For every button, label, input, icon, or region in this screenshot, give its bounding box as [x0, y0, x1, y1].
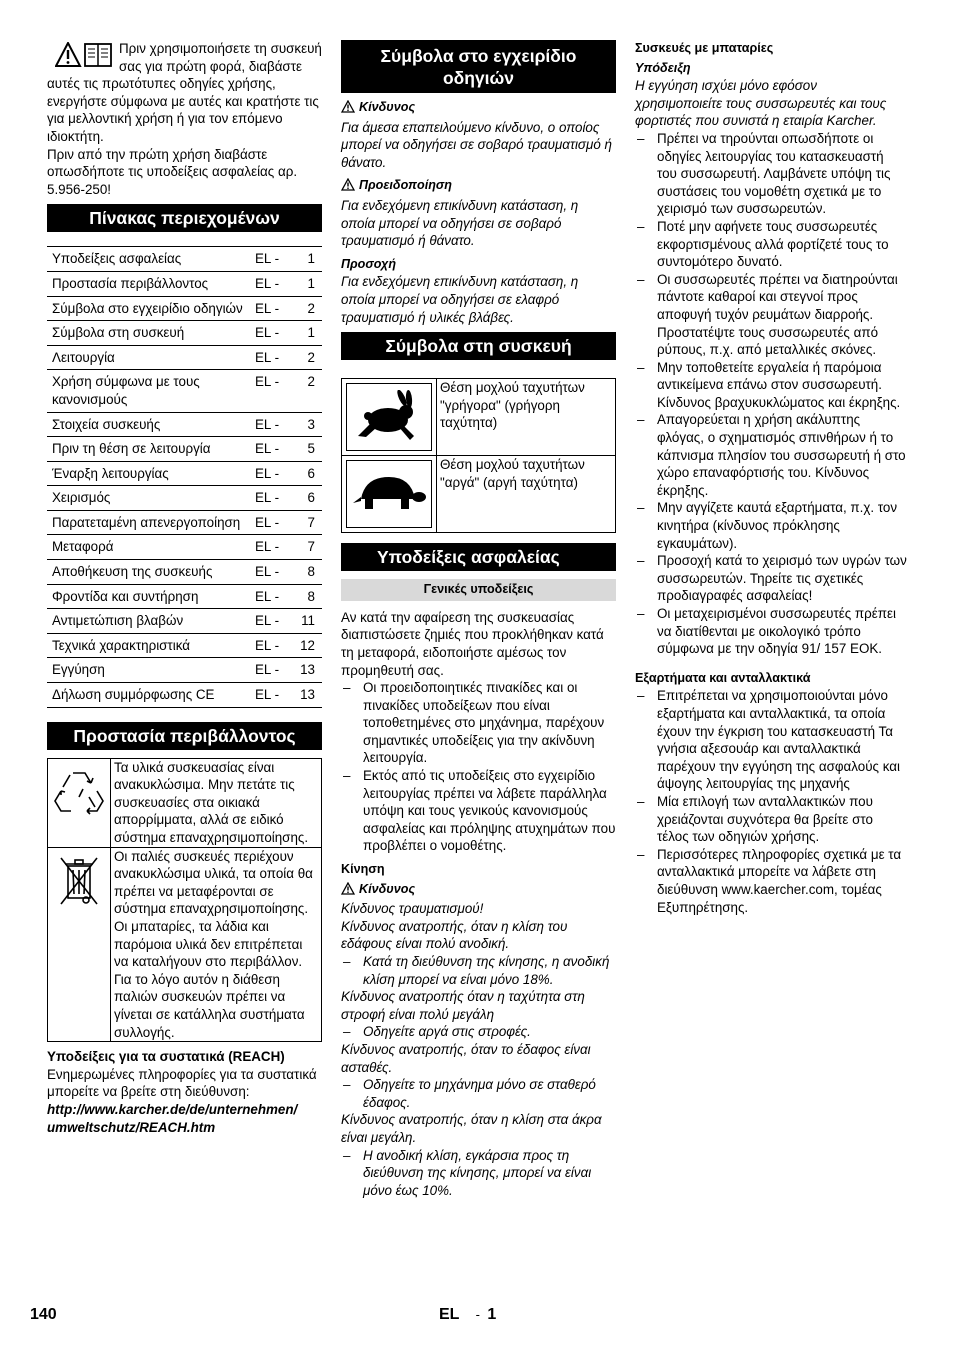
list-item: – Οι συσσωρευτές πρέπει να διατηρούνται πάντοτε καθαροί και στεγνοί προς αποφυγή τυχόν ρευμάτων διαρροής. Προστατέψτε τους συσσωρευτές από ρύπους, π.χ. από μεταλλικές σκόνες.	[635, 271, 907, 359]
intro-text-2: Πριν από την πρώτη χρήση διαβάστε οπωσδήποτε τις υποδείξεις ασφαλείας αρ. 5.956-250!	[47, 146, 298, 197]
motion-items	[341, 918, 616, 1200]
toc-title: Αντιμετώπιση βλαβών	[47, 609, 255, 634]
motion-danger-label: Κίνδυνος	[359, 881, 416, 896]
toc-row[interactable]	[47, 370, 322, 412]
device-symbol-row	[342, 456, 616, 533]
env-text: Τα υλικά συσκευασίας είναι ανακυκλώσιμα. Μην πετάτε τις συσκευασίες στα οικιακά απορρίμματα, αλλά σε ειδικό σύστημα επαναχρησιμοποίησης.	[111, 758, 322, 847]
list-item: – Οι προειδοποιητικές πινακίδες και οι πινακίδες υποδείξεων που είναι τοποθετημένες στο μηχάνημα, παρέχουν σημαντικές υποδείξεις για την ακίνδυνη λειτουργία.	[341, 679, 616, 767]
list-item: – Περισσότερες πληροφορίες σχετικά με τα ανταλλακτικά μπορείτε να λάβετε στη διεύθυνση www.kaercher.com, τομέας Εξυπηρέτησης.	[635, 846, 907, 916]
rabbit-icon	[346, 383, 432, 451]
toc-page: 8	[295, 560, 322, 585]
toc-lang: EL -	[255, 437, 295, 462]
toc-table	[47, 246, 322, 707]
toc-title: Έναρξη λειτουργίας	[47, 461, 255, 486]
warning-text: Για ενδεχόμενη επικίνδυνη κατάσταση, η οποία μπορεί να οδηγήσει σε σοβαρό τραυματισμό ή θάνατο.	[341, 197, 579, 249]
toc-row[interactable]	[47, 345, 322, 370]
footer-lang	[439, 1306, 496, 1324]
toc-lang: EL -	[255, 271, 295, 296]
toc-lang: EL -	[255, 296, 295, 321]
toc-page: 7	[295, 510, 322, 535]
toc-row[interactable]	[47, 535, 322, 560]
caution-label: Προσοχή	[341, 256, 397, 271]
general-heading: Γενικές υποδείξεις	[341, 579, 616, 601]
toc-page: 13	[295, 658, 322, 683]
toc-title: Σύμβολα στο εγχειρίδιο οδηγιών	[47, 296, 255, 321]
toc-row[interactable]	[47, 683, 322, 708]
toc-title: Χειρισμός	[47, 486, 255, 511]
reach-url-1[interactable]: http://www.karcher.de/de/unternehmen/	[47, 1101, 298, 1117]
list-item: – Επιτρέπεται να χρησιμοποιούνται μόνο εξαρτήματα και ανταλλακτικά, τα οποία έχουν την έγκριση του κατασκευαστή Τα γνήσια αξεσουάρ και ανταλλακτικά παρέχουν την εγγύηση της ασφαλούς και άψογης λειτουργίας της μηχανής	[635, 687, 907, 793]
toc-lang: EL -	[255, 658, 295, 683]
toc-row[interactable]	[47, 321, 322, 346]
motion-text: Κίνδυνος ανατροπής όταν η ταχύτητα στη στροφή είναι πολύ μεγάλη	[341, 989, 585, 1022]
footer-lang-code: EL	[439, 1306, 460, 1323]
toc-page: 1	[295, 271, 322, 296]
toc-lang: EL -	[255, 510, 295, 535]
toc-page: 6	[295, 461, 322, 486]
toc-title: Υποδείξεις ασφαλείας	[47, 247, 255, 272]
toc-row[interactable]	[47, 584, 322, 609]
env-row	[48, 847, 322, 1042]
note-text: Η εγγύηση ισχύει μόνο εφόσον χρησιμοποιείτε τους συσσωρευτές και τους φορτιστές που συνιστά η εταιρία Karcher.	[635, 78, 887, 129]
toc-page: 13	[295, 683, 322, 708]
note-label: Υπόδειξη	[635, 60, 691, 75]
toc-row[interactable]	[47, 510, 322, 535]
toc-title: Αποθήκευση της συσκευής	[47, 560, 255, 585]
toc-page: 8	[295, 584, 322, 609]
motion-text: Κίνδυνος ανατροπής, όταν η κλίση του εδάφους είναι πολύ ανοδική.	[341, 918, 568, 952]
motion-injury: Κίνδυνος τραυματισμού!	[341, 901, 484, 917]
env-heading: Προστασία περιβάλλοντος	[47, 722, 322, 750]
env-text: Οι παλιές συσκευές περιέχουν ανακυκλώσιμα υλικά, τα οποία θα πρέπει να μεταφέρονται σε σύστημα επαναχρησιμοποίησης. Οι μπαταρίες, τα λάδια και παρόμοια υλικά δεν επιτρέπεται να καταλήγουν στο περιβάλλον. Για το λόγο αυτόν η διάθεση παλιών συσκευών πρέπει να γίνεται σε κατάλληλα συστήματα συλλογής.	[111, 847, 322, 1042]
toc-title: Χρήση σύμφωνα με τους κανονισμούς	[47, 370, 255, 412]
toc-lang: EL -	[255, 345, 295, 370]
list-item: – Απαγορεύεται η χρήση ακάλυπτης φλόγας, ο σχηματισμός σπινθήρων ή το κάπνισμα πλησίον του συσσωρευτή ή στο χώρο επαναφόρτισής του. Κίνδυνος έκρηξης.	[635, 411, 907, 499]
toc-page: 12	[295, 633, 322, 658]
toc-lang: EL -	[255, 370, 295, 412]
danger-label: Κίνδυνος	[359, 100, 416, 114]
toc-title: Φροντίδα και συντήρηση	[47, 584, 255, 609]
column-3	[635, 40, 907, 916]
toc-title: Παρατεταμένη απενεργοποίηση	[47, 510, 255, 535]
toc-page: 11	[295, 609, 322, 634]
list-item: – Πρέπει να τηρούνται οπωσδήποτε οι οδηγίες λειτουργίας του κατασκευαστή του συσσωρευτή. Λαμβάνετε υπόψη τις συστάσεις του νομοθέτη σχετικά με το χειρισμό των συσσωρευτών.	[635, 130, 907, 218]
device-symbol-text: Θέση μοχλού ταχυτήτων "γρήγορα" (γρήγορη ταχύτητα)	[437, 379, 616, 456]
toc-lang: EL -	[255, 486, 295, 511]
toc-page: 6	[295, 486, 322, 511]
toc-row[interactable]	[47, 412, 322, 437]
toc-lang: EL -	[255, 584, 295, 609]
toc-page: 3	[295, 412, 322, 437]
parts-list	[635, 687, 907, 916]
general-text: Αν κατά την αφαίρεση της συσκευασίας διαπιστώσετε ζημιές που προκλήθηκαν κατά τη μεταφορά, ειδοποιήστε αμέσως τον προμηθευτή σας.	[341, 609, 604, 678]
toc-row[interactable]	[47, 247, 322, 272]
toc-title: Πριν τη θέση σε λειτουργία	[47, 437, 255, 462]
toc-title: Μεταφορά	[47, 535, 255, 560]
toc-page: 5	[295, 437, 322, 462]
motion-text: Κίνδυνος ανατροπής, όταν η κλίση στα άκρα είναι μεγάλη.	[341, 1112, 602, 1145]
column-2	[341, 40, 616, 1199]
column-1	[47, 40, 322, 1136]
reach-text: Ενημερωμένες πληροφορίες για τα συστατικά μπορείτε να βρείτε στη διεύθυνση:	[47, 1066, 317, 1100]
danger-text: Για άμεσα επαπειλούμενο κίνδυνο, ο οποίος μπορεί να οδηγήσει σε σοβαρό τραυματισμό ή θάνατο.	[341, 119, 612, 170]
motion-danger-heading	[341, 881, 616, 901]
toc-lang: EL -	[255, 633, 295, 658]
device-symbol-row	[342, 379, 616, 456]
warning-triangle-icon	[341, 882, 355, 901]
battery-heading: Συσκευές με μπαταρίες	[635, 41, 774, 55]
toc-lang: EL -	[255, 412, 295, 437]
list-item: – Προσοχή κατά το χειρισμό των υγρών των συσσωρευτών. Τηρείτε τις σχετικές προδιαγραφές ασφαλείας!	[635, 552, 907, 605]
warning-manual-icon	[55, 42, 113, 73]
toc-lang: EL -	[255, 683, 295, 708]
toc-page: 1	[295, 247, 322, 272]
env-table	[47, 758, 322, 1043]
device-symbols-table	[341, 378, 616, 533]
toc-title: Εγγύηση	[47, 658, 255, 683]
list-item: – Εκτός από τις υποδείξεις στο εγχειρίδιο λειτουργίας πρέπει να λάβετε παράλληλα υπόψη και τους γενικούς κανονισμούς ασφαλείας και πρόληψης ατυχημάτων που προβλέπει ο νομοθέτης.	[341, 767, 616, 855]
toc-title: Δήλωση συμμόρφωσης CE	[47, 683, 255, 708]
toc-row[interactable]	[47, 658, 322, 683]
symbols-manual-heading: Σύμβολα στο εγχειρίδιο οδηγιών	[341, 40, 616, 93]
motion-heading: Κίνηση	[341, 862, 385, 877]
list-item: – Ποτέ μην αφήνετε τους συσσωρευτές εκφορτισμένους αλλά φορτίζετέ τους το συντομότερο δυνατό.	[635, 218, 907, 271]
symbols-device-heading: Σύμβολα στη συσκευή	[341, 332, 616, 360]
page-number: 140	[30, 1306, 57, 1323]
env-row	[48, 758, 322, 847]
toc-title: Στοιχεία συσκευής	[47, 412, 255, 437]
toc-row[interactable]	[47, 271, 322, 296]
intro-text: Πριν χρησιμοποιήσετε τη συσκευή σας για πρώτη φορά, διαβάστε αυτές τις πρωτότυπες οδηγίες χρήσης, ενεργήστε σύμφωνα με αυτές και κρατήστε τις για μελλοντική χρήση ή για τον επόμενο ιδιοκτήτη.	[47, 41, 322, 144]
general-list	[341, 679, 616, 855]
toc-lang: EL -	[255, 321, 295, 346]
list-item: – Οδηγείτε το μηχάνημα μόνο σε σταθερό έδαφος.	[341, 1076, 616, 1111]
toc-page: 2	[295, 296, 322, 321]
motion-text: Κίνδυνος ανατροπής, όταν το έδαφος είναι ασταθές.	[341, 1041, 591, 1075]
toc-title: Προστασία περιβάλλοντος	[47, 271, 255, 296]
safety-heading: Υποδείξεις ασφαλείας	[341, 543, 616, 571]
toc-row[interactable]	[47, 609, 322, 634]
toc-lang: EL -	[255, 535, 295, 560]
turtle-icon	[346, 460, 432, 528]
toc-lang: EL -	[255, 461, 295, 486]
toc-title: Τεχνικά χαρακτηριστικά	[47, 633, 255, 658]
toc-lang: EL -	[255, 247, 295, 272]
toc-page: 7	[295, 535, 322, 560]
warning-heading	[341, 177, 616, 197]
toc-row[interactable]	[47, 296, 322, 321]
warning-triangle-icon	[341, 100, 355, 119]
toc-lang: EL -	[255, 609, 295, 634]
toc-row[interactable]	[47, 486, 322, 511]
toc-heading: Πίνακας περιεχομένων	[47, 204, 322, 232]
toc-row[interactable]	[47, 633, 322, 658]
list-item: – Η ανοδική κλίση, εγκάρσια προς τη διεύθυνση της κίνησης, μπορεί να είναι μόνο έως 10%.	[341, 1147, 616, 1200]
toc-title: Σύμβολα στη συσκευή	[47, 321, 255, 346]
list-item: – Κατά τη διεύθυνση της κίνησης, η ανοδική κλίση μπορεί να είναι μόνο 18%.	[341, 953, 616, 988]
toc-page: 2	[295, 370, 322, 412]
reach-title: Υποδείξεις για τα συστατικά (REACH)	[47, 1049, 285, 1065]
list-item: – Οδηγείτε αργά στις στροφές.	[341, 1023, 616, 1041]
crossed-bin-icon	[59, 898, 99, 913]
list-item: – Μία επιλογή των ανταλλακτικών που χρειάζονται συχνότερα θα βρείτε στο τέλος των οδηγιών χρήσης.	[635, 793, 907, 846]
parts-heading: Εξαρτήματα και ανταλλακτικά	[635, 670, 811, 685]
toc-lang: EL -	[255, 560, 295, 585]
warning-label: Προειδοποίηση	[359, 178, 452, 193]
footer-separator: -	[475, 1307, 480, 1322]
toc-title: Λειτουργία	[47, 345, 255, 370]
toc-row[interactable]	[47, 560, 322, 585]
toc-page: 2	[295, 345, 322, 370]
list-item: – Μην αγγίζετε καυτά εξαρτήματα, π.χ. τον κινητήρα (κίνδυνος πρόκλησης εγκαυμάτων).	[635, 499, 907, 552]
danger-heading	[341, 99, 616, 119]
toc-page: 1	[295, 321, 322, 346]
reach-url-2[interactable]: umweltschutz/REACH.htm	[47, 1119, 216, 1135]
device-symbol-text: Θέση μοχλού ταχυτήτων "αργά" (αργή ταχύτητα)	[437, 456, 616, 533]
intro-block	[47, 40, 322, 198]
recycle-icon	[53, 805, 105, 820]
toc-row[interactable]	[47, 437, 322, 462]
footer-page: 1	[487, 1306, 497, 1323]
warning-triangle-icon	[341, 178, 355, 197]
list-item: – Μην τοποθετείτε εργαλεία ή παρόμοια αντικείμενα επάνω στον συσσωρευτή. Κίνδυνος βραχυκυκλώματος και έκρηξης.	[635, 359, 907, 412]
caution-text: Για ενδεχόμενη επικίνδυνη κατάσταση, η οποία μπορεί να οδηγήσει σε ελαφρό τραυματισμό ή υλικές βλάβες.	[341, 274, 579, 325]
list-item: – Οι μεταχειρισμένοι συσσωρευτές πρέπει να διατίθενται με οικολογικό τρόπο σύμφωνα με την οδηγία 91/ 157 ΕΟΚ.	[635, 605, 907, 658]
battery-list	[635, 130, 907, 658]
toc-row[interactable]	[47, 461, 322, 486]
